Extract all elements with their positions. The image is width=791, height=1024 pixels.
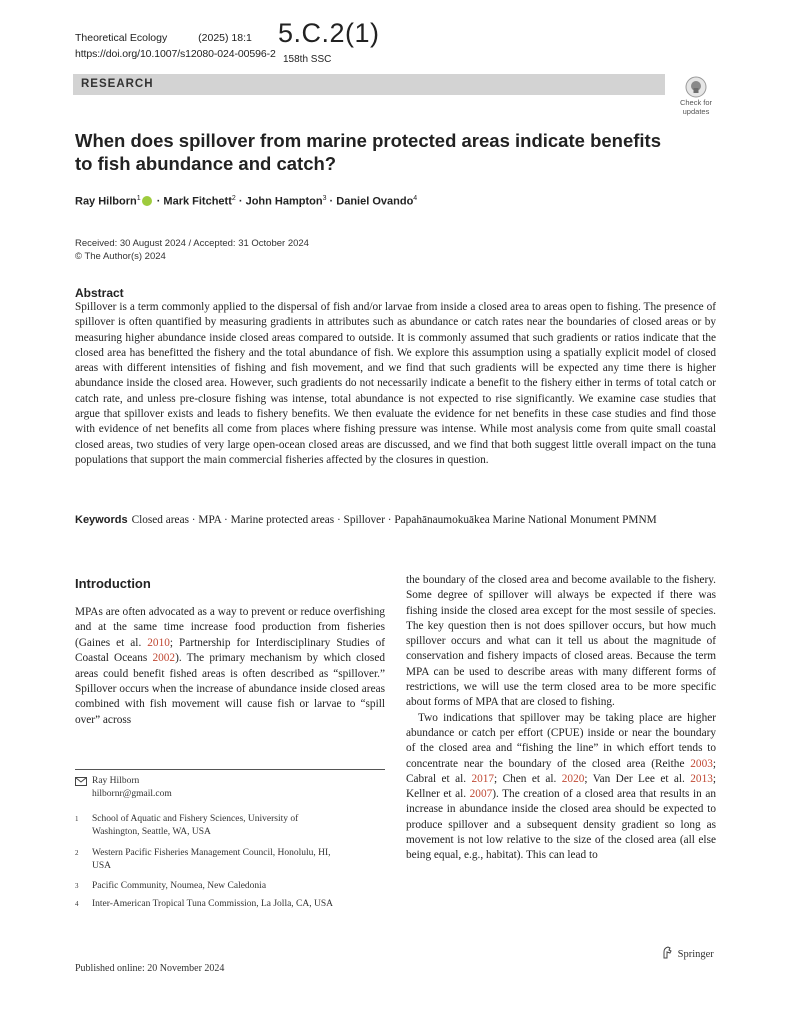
introduction-right-column bbox=[406, 573, 716, 864]
citation-link[interactable]: 2002 bbox=[152, 652, 176, 665]
publisher-name: Springer bbox=[677, 949, 714, 960]
article-dates bbox=[75, 237, 309, 263]
keywords-text: Closed areas · MPA · Marine protected areas · Spillover · Papahānaumokuākea Marine National Monument PMNM bbox=[131, 514, 657, 526]
session-sub: 158th SSC bbox=[283, 54, 332, 65]
author-name: Mark Fitchett bbox=[163, 195, 232, 208]
correspondence-email[interactable]: hilbornr@gmail.com bbox=[92, 788, 172, 799]
doi-link[interactable]: https://doi.org/10.1007/s12080-024-00596-2 bbox=[75, 48, 276, 60]
check-for-updates-line1: Check for bbox=[679, 98, 713, 107]
keywords bbox=[75, 513, 716, 528]
citation-link[interactable]: 2020 bbox=[561, 772, 585, 785]
introduction-heading: Introduction bbox=[75, 576, 151, 591]
body-text: ; Van Der Lee et al. bbox=[584, 772, 691, 785]
springer-horse-icon bbox=[661, 949, 678, 960]
citation-link[interactable]: 2003 bbox=[690, 757, 713, 770]
copyright-line: © The Author(s) 2024 bbox=[75, 251, 166, 262]
body-text: ). The creation of a closed area that results in an increase in abundance inside the closed area should be expected to produce spillover and a subsequent density gradient so long as movement is not low relative to the size of the closed area (all else being equal, e.g., habitat). This can lead to bbox=[406, 788, 716, 862]
citation-link[interactable]: 2007 bbox=[469, 788, 493, 801]
check-for-updates-line2: updates bbox=[682, 107, 710, 116]
citation-link[interactable]: 2010 bbox=[147, 636, 170, 649]
paragraph bbox=[406, 711, 716, 864]
author-name: Daniel Ovando bbox=[336, 195, 414, 208]
introduction-left-column bbox=[75, 605, 385, 728]
volume-info: (2025) 18:1 bbox=[198, 32, 252, 44]
affiliation-mark: 4 bbox=[75, 900, 79, 908]
affiliation-text: Western Pacific Fisheries Management Council, Honolulu, HI, USA bbox=[92, 848, 331, 871]
author-separator: · bbox=[326, 195, 337, 208]
citation-link[interactable]: 2017 bbox=[471, 772, 495, 785]
correspondence bbox=[75, 775, 385, 800]
orcid-icon[interactable] bbox=[142, 196, 152, 206]
affiliation-text: School of Aquatic and Fishery Sciences, University of Washington, Seattle, WA, USA bbox=[92, 814, 299, 837]
affiliation-item bbox=[75, 813, 335, 838]
affiliation-item bbox=[75, 847, 335, 872]
body-text: Two indications that spillover may be taking place are higher abundance or catch per effort (CPUE) inside or near the boundary of the closed area and “fishing the line” in which effort tends to concentrate near the boundary of the closed area (Reithe bbox=[406, 711, 716, 770]
body-text: ; Partnership for Interdisciplinary Studies of Coastal Oceans bbox=[75, 636, 385, 665]
publisher-logo[interactable] bbox=[661, 946, 714, 960]
affiliation-text: Inter-American Tropical Tuna Commission, La Jolla, CA, USA bbox=[92, 899, 333, 909]
body-text: ; Cabral et al. bbox=[406, 757, 716, 785]
body-text: ; Chen et al. bbox=[494, 772, 562, 785]
author-affiliation-mark: 4 bbox=[413, 195, 418, 202]
abstract-text: Spillover is a term commonly applied to the dispersal of fish and/or larvae from inside a closed area to areas open to fishing. The presence of spillover is often quantified by measuring gradients in attributes such as abundance or catch rates near the boundaries of closed areas or by measuring higher abundance inside closed areas compared to outside. It is commonly assumed that such gradients or ratios indicate that the closed area has benefitted the fishery and the total abundance of fish. We explore this assumption using a spatially explicit model of closed areas with different intensities of fishing and fish movement, and we find that such gradients will be expected any time there is higher abundance inside the closed area. However, such gradients do not necessarily indicate a benefit to the fishery either in terms of total catch or catch rate, and unless pre-closure fishing was intense, total abundance is not expected to rise significantly. We examine case studies that argue that spillover exists and leads to fishery benefits. We then evaluate the evidence for net benefits in these case studies and find those with evidence of net benefits all come from places where fishing pressure was intense. While most analysis come from quite small coastal closed areas, two studies of very large open-ocean closed areas are discussed, and we find that both suggest little overall impact on the tuna populations that support the main commercial fisheries affected by the closures in question. bbox=[75, 301, 716, 466]
abstract-heading: Abstract bbox=[75, 286, 124, 300]
author-separator: · bbox=[235, 195, 246, 208]
author-name: John Hampton bbox=[245, 195, 323, 208]
keywords-label: Keywords bbox=[75, 514, 128, 526]
author-separator: · bbox=[153, 195, 164, 208]
affiliation-item bbox=[75, 880, 335, 893]
check-for-updates-icon bbox=[674, 76, 718, 98]
author-affiliation-mark: 1 bbox=[136, 195, 141, 202]
footnote-divider bbox=[75, 769, 385, 770]
body-text: ). The primary mechanism by which closed areas could benefit fished areas is often described as “spillover.” Spillover occurs when the increase of abundance inside closed areas combined with fish movement will cause fish or larvae to “spill over” across bbox=[75, 652, 385, 726]
journal-header bbox=[75, 30, 276, 62]
envelope-icon bbox=[75, 777, 87, 791]
affiliation-text: Pacific Community, Noumea, New Caledonia bbox=[92, 881, 267, 891]
author-list bbox=[75, 195, 417, 208]
affiliation-item bbox=[75, 898, 335, 911]
check-for-updates-badge[interactable] bbox=[674, 76, 718, 116]
section-label: RESEARCH bbox=[73, 74, 665, 95]
session-code: 5.C.2(1) bbox=[278, 18, 380, 48]
author-affiliation-mark: 3 bbox=[322, 195, 327, 202]
citation-link[interactable]: 2013 bbox=[690, 772, 713, 785]
paragraph: the boundary of the closed area and become available to the fishery. Some degree of spillover will always be expected if there was fishing inside the closed area except for the most sessile of species. The key question then is not does spillover occurs, but how much spillover occurs and what can it tell us about the magnitude of conservation and fishery impacts of closed areas. Because the term MPA can be used to describe areas with many different forms of restrictions, we will use the term closed area to be more specific about forms of MPA that are closed to fishing. bbox=[406, 574, 716, 709]
body-text: MPAs are often advocated as a way to prevent or reduce overfishing and at the same time increase food production from fisheries (Gaines et al. bbox=[75, 606, 385, 649]
affiliation-mark: 2 bbox=[75, 849, 79, 857]
published-date: Published online: 20 November 2024 bbox=[75, 963, 225, 974]
author-affiliation-mark: 2 bbox=[231, 195, 236, 202]
affiliation-mark: 1 bbox=[75, 815, 79, 823]
received-accepted: Received: 30 August 2024 / Accepted: 31 October 2024 bbox=[75, 238, 309, 249]
body-text: ; Kellner et al. bbox=[406, 772, 716, 801]
author-name: Ray Hilborn bbox=[75, 195, 137, 208]
article-title: When does spillover from marine protected areas indicate benefits to fish abundance and catch? bbox=[75, 130, 661, 174]
correspondence-name: Ray Hilborn bbox=[92, 776, 140, 786]
affiliation-mark: 3 bbox=[75, 882, 79, 890]
journal-name: Theoretical Ecology bbox=[75, 32, 168, 44]
